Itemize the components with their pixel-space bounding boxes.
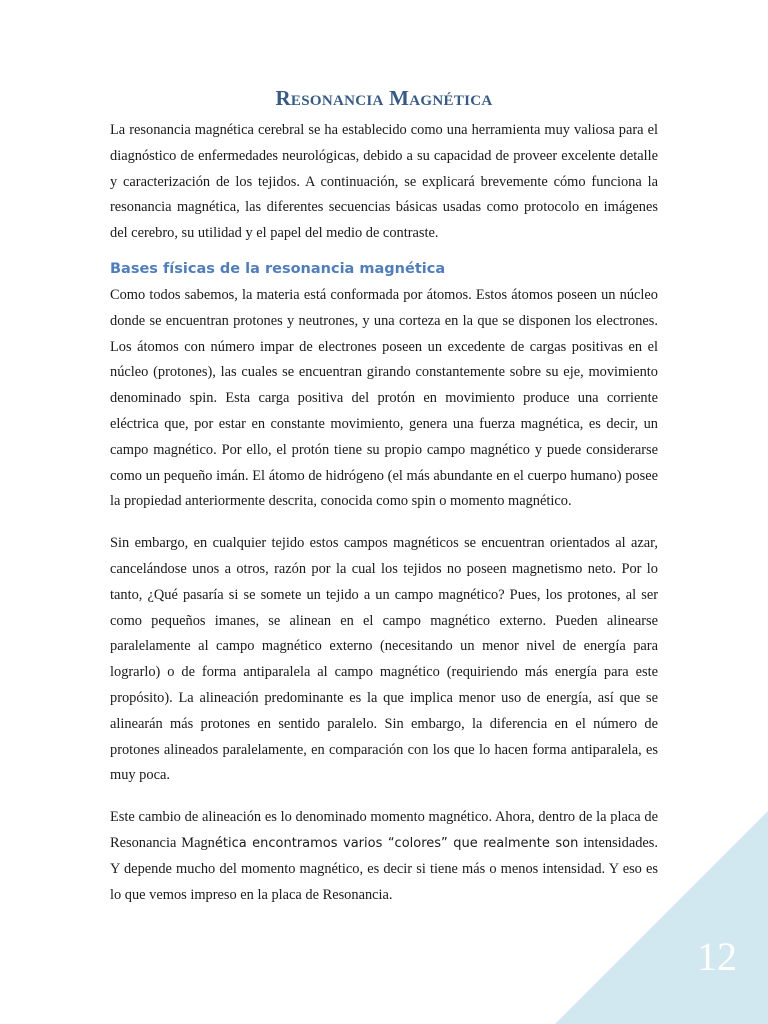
paragraph-3-part-b: ética encontramos varios “colores” que realmente son [214, 835, 579, 851]
section-heading: Bases físicas de la resonancia magnética [110, 260, 446, 277]
body-paragraph-1: Como todos sabemos, la materia está conformada por átomos. Estos átomos poseen un núcleo donde se encuentran protones y neutrones, y una corteza en la que se disponen los electrones. Los átomos con número impar de electrones poseen un excedente de cargas positivas en el núcleo (protones), las cuales se encuentran girando constantemente sobre su eje, movimiento denominado spin. Esta carga positiva del protón en movimiento produce una corriente eléctrica que, por estar en constante movimiento, genera una fuerza magnética, es decir, un campo magnético. Por ello, el protón tiene su propio campo magnético y puede considerarse como un pequeño imán. El átomo de hidrógeno (el más abundante en el cuerpo humano) posee la propiedad anteriormente descrita, conocida como spin o momento magnético. [110, 286, 658, 510]
body-paragraph-2: Sin embargo, en cualquier tejido estos campos magnéticos se encuentran orientados al azar, cancelándose unos a otros, razón por la cual los tejidos no poseen magnetismo neto. Por lo tanto, ¿Qué pasaría si se somete un tejido a un campo magnético? Pues, los protones, al ser como pequeños imanes, se alinean en el campo magnético externo. Pueden alinearse paralelamente al campo magnético externo (necesitando un menor nivel de energía para lograrlo) o de forma antiparalela al campo magnético (requiriendo más energía para este propósito). La alineación predominante es la que implica menor uso de energía, así que se alinearán más protones en sentido paralelo. Sin embargo, la diferencia en el número de protones alineados paralelamente, en comparación con los que lo hacen forma antiparalela, es muy poca. [110, 535, 658, 784]
page-number: 12 [697, 934, 737, 979]
page-title: Resonancia Magnética [275, 86, 493, 110]
page-corner-decoration [555, 811, 768, 1024]
paragraph-3-part-a: Este cambio de alineación es lo denominado momento magnético. Ahora, dentro de la placa de Resonancia Magn [110, 809, 658, 851]
paragraph-3-part-c: intensidades. Y depende mucho del momento magnético, es decir si tiene más o menos intensidad. Y eso es lo que vemos impreso en la placa de Resonancia. [110, 834, 658, 903]
intro-paragraph: La resonancia magnética cerebral se ha establecido como una herramienta muy valiosa para el diagnóstico de enfermedades neurológicas, debido a su capacidad de proveer excelente detalle y caracterización de los tejidos. A continuación, se explicará brevemente cómo funciona la resonancia magnética, las diferentes secuencias básicas usadas como protocolo en imágenes del cerebro, su utilidad y el papel del medio de contraste. [110, 122, 658, 242]
page-content [110, 84, 658, 908]
